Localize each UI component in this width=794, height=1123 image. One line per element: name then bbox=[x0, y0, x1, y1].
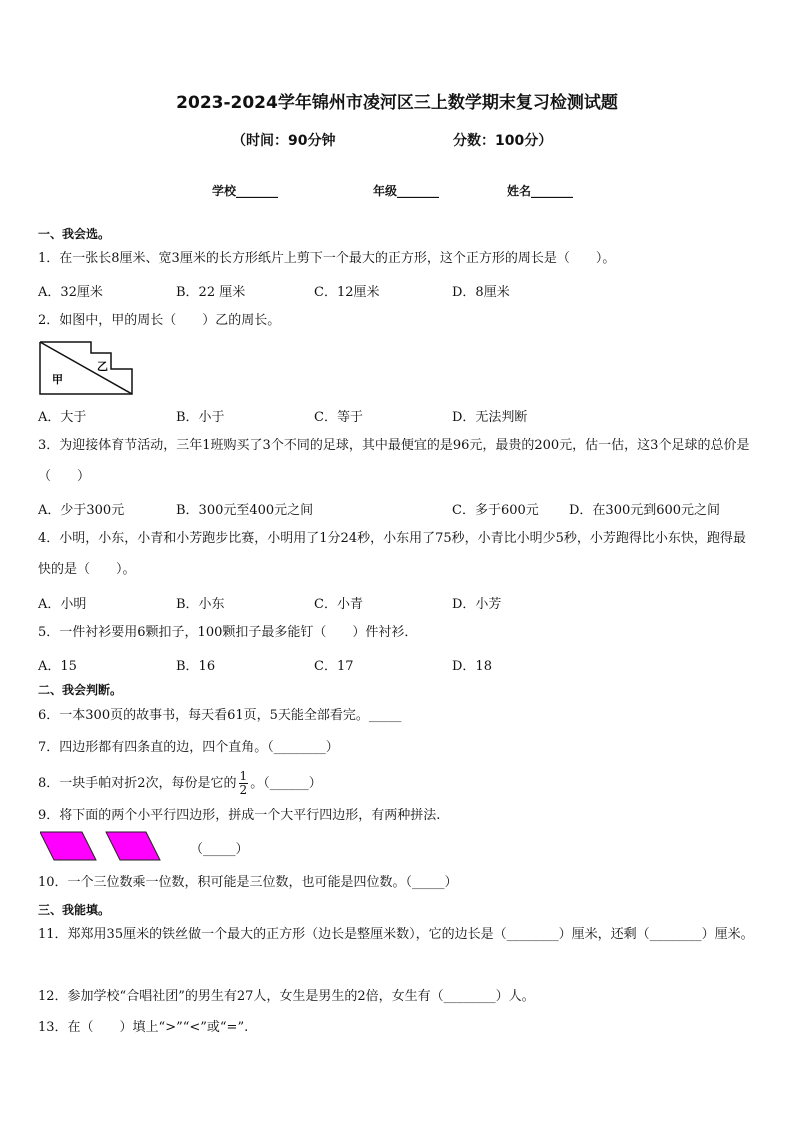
q5-option-b: B．16 bbox=[176, 659, 216, 674]
name-field: 姓名_______ bbox=[507, 184, 574, 198]
q4-option-d: D．小芳 bbox=[452, 597, 502, 612]
q2-option-c: C．等于 bbox=[314, 410, 363, 425]
question-9: 9．将下面的两个小平行四边形，拼成一个大平行四边形，有两种拼法. bbox=[38, 808, 441, 823]
grade-field: 年级_______ bbox=[373, 184, 440, 198]
page-title: 2023-2024学年锦州市凌河区三上数学期末复习检测试题 bbox=[176, 93, 618, 113]
parallelogram-pair bbox=[40, 831, 162, 861]
parallelogram-left bbox=[40, 832, 96, 860]
section-heading-choice: 一、我会选。 bbox=[38, 227, 111, 241]
q2-option-d: D．无法判断 bbox=[452, 410, 528, 425]
q1-option-c: C．12厘米 bbox=[314, 285, 380, 300]
question-11: 11．郑郑用35厘米的铁丝做一个最大的正方形（边长是整厘米数），它的边长是（________）厘米，还剩（________）厘米。 bbox=[38, 927, 754, 942]
question-8 bbox=[38, 770, 758, 798]
fraction-denominator: 2 bbox=[239, 783, 248, 797]
question-12: 12．参加学校“合唱社团”的男生有27人，女生是男生的2倍，女生有（________）人。 bbox=[38, 989, 535, 1004]
parallelogram-right bbox=[106, 832, 160, 860]
q1-option-b: B．22 厘米 bbox=[176, 285, 246, 300]
question-10: 10．一个三位数乘一位数，积可能是三位数，也可能是四位数。（_____） bbox=[38, 875, 458, 890]
q2-option-b: B．小于 bbox=[176, 410, 225, 425]
question-3: 3．为迎接体育节活动，三年1班购买了3个不同的足球，其中最便宜的是96元，最贵的200元，估一估，这3个足球的总价是（ ） bbox=[38, 438, 750, 484]
q8-blank: 。（______） bbox=[250, 776, 322, 791]
q9-blank: （_____） bbox=[190, 842, 249, 857]
question-6: 6．一本300页的故事书，每天看61页，5天能全部看完。_____ bbox=[38, 708, 402, 723]
question-2: 2．如图中，甲的周长（ ）乙的周长。 bbox=[38, 313, 281, 328]
question-13: 13．在（ ）填上“>”“<”或“=”. bbox=[38, 1020, 249, 1035]
q8-text: 8．一块手帕对折2次，每份是它的 bbox=[38, 776, 237, 791]
question-5: 5．一件衬衫要用6颗扣子，100颗扣子最多能钉（ ）件衬衫． bbox=[38, 625, 418, 640]
q5-option-a: A．15 bbox=[38, 659, 77, 674]
figure-label-jia: 甲 bbox=[52, 373, 63, 386]
exam-time: （时间：90分钟 bbox=[232, 133, 336, 149]
question-7: 7．四边形都有四条直的边，四个直角。（________） bbox=[38, 740, 339, 755]
q3-option-a: A．少于300元 bbox=[38, 503, 125, 518]
q5-option-d: D．18 bbox=[452, 659, 492, 674]
q4-option-b: B．小东 bbox=[176, 597, 225, 612]
q4-option-a: A．小明 bbox=[38, 597, 87, 612]
exam-score: 分数：100分） bbox=[453, 133, 553, 149]
section-heading-judge: 二、我会判断。 bbox=[38, 683, 123, 697]
perimeter-figure bbox=[39, 341, 133, 395]
question-1: 1．在一张长8厘米、宽3厘米的长方形纸片上剪下一个最大的正方形，这个正方形的周长是（ ）。 bbox=[38, 251, 616, 266]
q3-option-b: B．300元至400元之间 bbox=[176, 503, 314, 518]
q2-option-a: A．大于 bbox=[38, 410, 87, 425]
q1-option-d: D．8厘米 bbox=[452, 285, 510, 300]
section-heading-fill: 三、我能填。 bbox=[38, 903, 111, 917]
figure-label-yi: 乙 bbox=[97, 360, 108, 373]
school-field: 学校_______ bbox=[212, 184, 279, 198]
q3-option-d: D．在300元到600元之间 bbox=[569, 503, 721, 518]
question-4: 4．小明，小东，小青和小芳跑步比赛，小明用了1分24秒，小东用了75秒，小青比小明少5秒，小芳跑得比小东快，跑得最快的是（ ）。 bbox=[38, 531, 746, 577]
q5-option-c: C．17 bbox=[314, 659, 354, 674]
fraction-numerator: 1 bbox=[239, 769, 248, 783]
q4-option-c: C．小青 bbox=[314, 597, 363, 612]
q3-option-c: C．多于600元 bbox=[452, 503, 539, 518]
fraction-one-half bbox=[239, 770, 249, 797]
q1-option-a: A．32厘米 bbox=[38, 285, 103, 300]
